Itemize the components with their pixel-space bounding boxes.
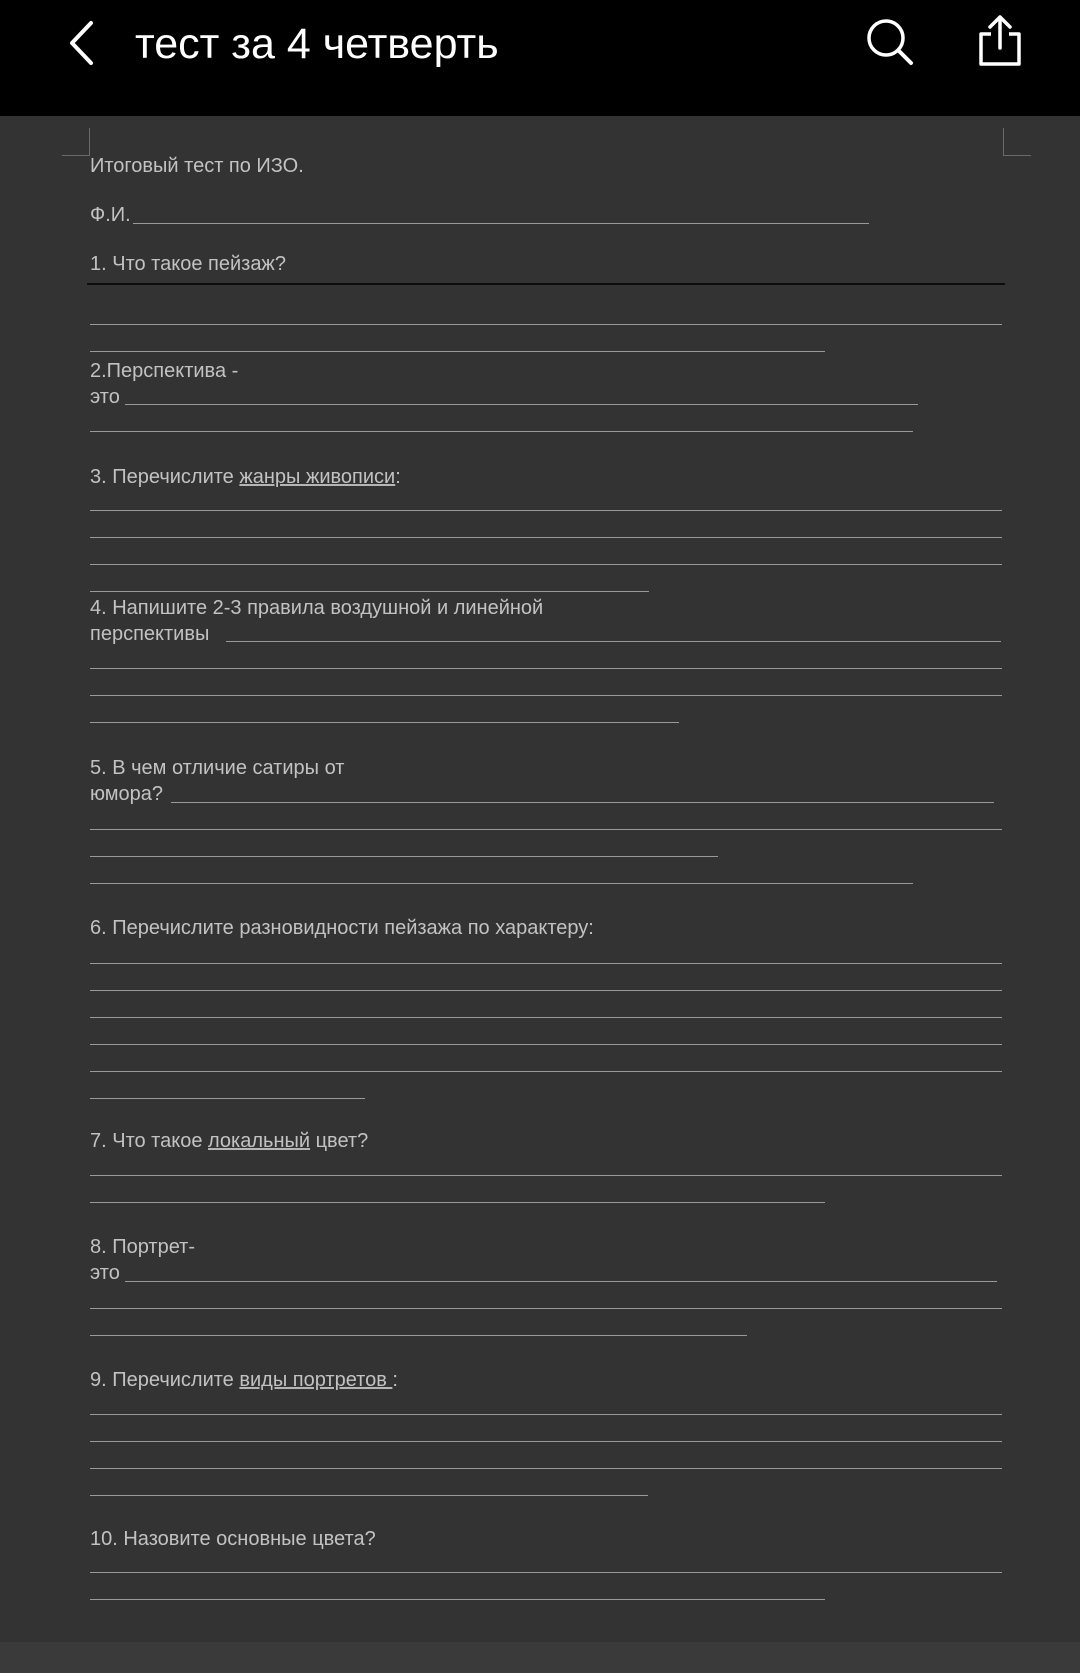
answer-line [90,510,1002,511]
answer-line [90,1308,1002,1309]
share-button[interactable] [972,10,1028,72]
page-corner-mark [1003,128,1031,156]
search-icon [865,17,915,67]
answer-line [90,1044,1002,1045]
share-icon [977,14,1023,68]
document-heading: Итоговый тест по ИЗО. [90,155,304,177]
answer-line [90,1572,1002,1573]
answer-line [90,564,1002,565]
question-7-tail: цвет? [310,1130,369,1152]
answer-line [90,668,1002,669]
question-5: 5. В чем отличие сатиры от [90,757,345,779]
question-1: 1. Что такое пейзаж? [90,253,286,275]
divider-line [87,283,1005,285]
answer-line [90,722,679,723]
answer-line [90,1098,365,1099]
answer-line [90,1441,1002,1442]
question-4: 4. Напишите 2-3 правила воздушной и линейной [90,597,544,619]
answer-line [90,1017,1002,1018]
question-4-continuation: перспективы [90,623,210,645]
answer-line [90,883,913,884]
question-9-colon: : [392,1369,398,1391]
question-9 [90,1367,398,1393]
question-9-text: 9. Перечислите [90,1369,240,1391]
answer-line [90,1468,1002,1469]
answer-line [90,1175,1002,1176]
answer-line [90,324,1002,325]
question-7-text: 7. Что такое [90,1130,209,1152]
answer-line [90,1071,1002,1072]
answer-line [90,829,1002,830]
question-3-term: жанры живописи [239,466,396,488]
answer-line [90,1202,825,1203]
question-7-term: локальный [208,1130,311,1152]
answer-line [90,856,718,857]
name-field-label: Ф.И. [90,204,131,226]
question-3 [90,464,401,490]
answer-line [90,537,1002,538]
question-2: 2.Перспектива - [90,360,239,382]
search-button[interactable] [862,14,918,70]
answer-line [90,963,1002,964]
question-3-text: 3. Перечислите [90,466,240,488]
question-7 [90,1128,368,1154]
answer-line [90,990,1002,991]
answer-line [90,1335,747,1336]
answer-line [226,641,1001,642]
question-10: 10. Назовите основные цвета? [90,1528,376,1550]
answer-line [125,404,918,405]
app-toolbar [0,0,1080,116]
answer-line [90,591,649,592]
page-corner-mark [62,128,90,156]
document-page[interactable] [0,116,1080,1642]
answer-line [90,695,1002,696]
back-button[interactable] [58,14,106,72]
question-9-term: виды портретов [239,1369,393,1391]
answer-line [90,351,825,352]
document-title: тест за 4 четверть [135,19,499,68]
question-6: 6. Перечислите разновидности пейзажа по характеру: [90,917,594,939]
answer-line [171,802,994,803]
question-8-continuation: это [90,1262,120,1284]
answer-line [90,1495,648,1496]
question-2-continuation: это [90,386,120,408]
question-8: 8. Портрет- [90,1236,195,1258]
page-gap [0,1642,1080,1673]
answer-line [133,223,869,224]
answer-line [90,1414,1002,1415]
chevron-left-icon [67,20,97,66]
answer-line [90,431,913,432]
answer-line [90,1599,825,1600]
question-5-continuation: юмора? [90,783,164,805]
question-3-colon: : [395,466,401,488]
answer-line [125,1281,997,1282]
